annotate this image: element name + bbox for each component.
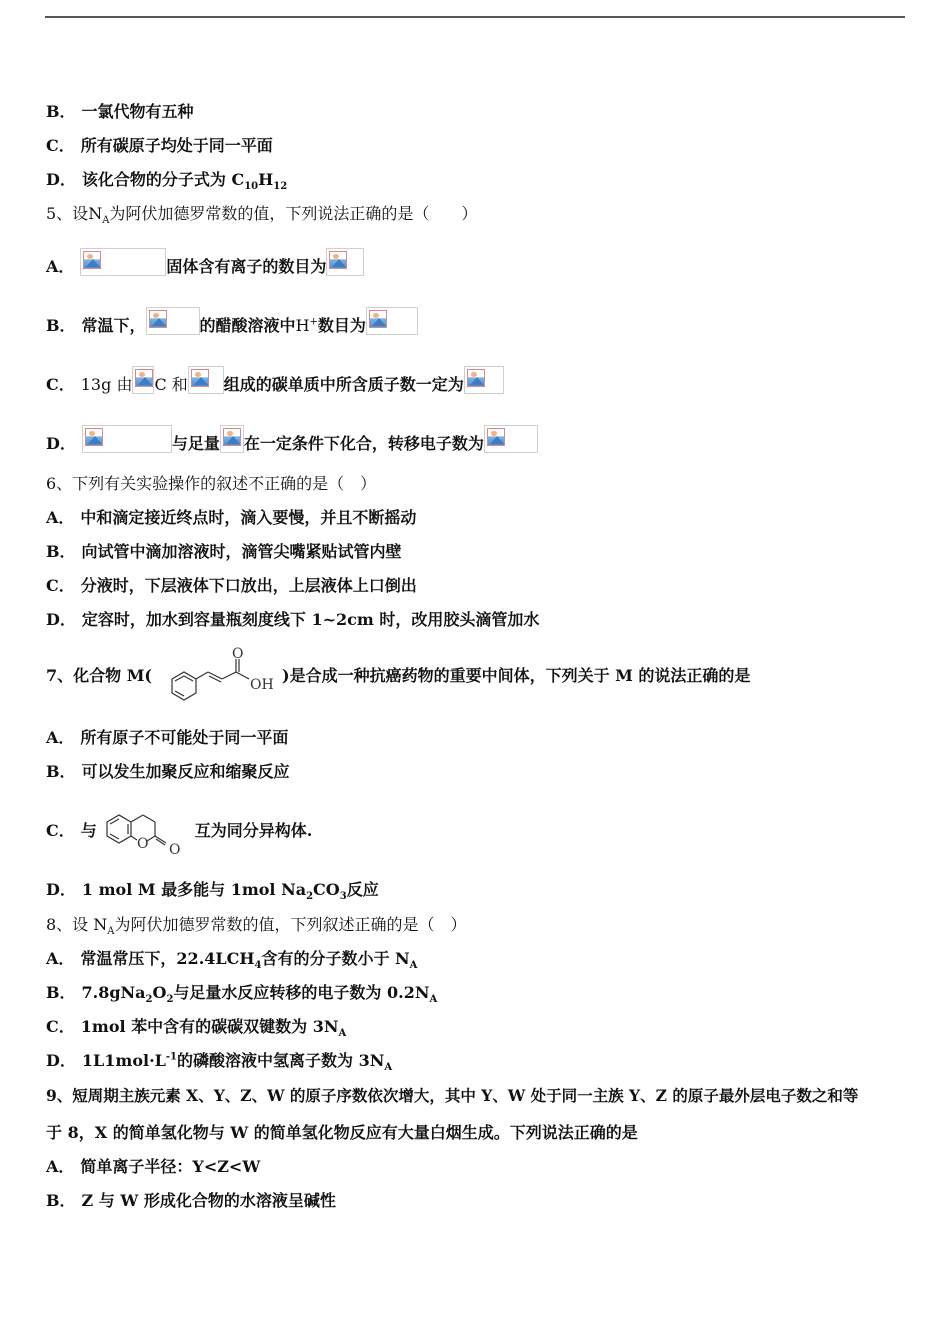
q4-option-c: C． 所有碳原子均处于同一平面 <box>46 136 273 155</box>
q7-option-a: A． 所有原子不可能处于同一平面 <box>46 728 289 747</box>
q7-option-c: C． 与 O O 互为同分异构体. <box>46 796 312 866</box>
q8-option-b: B． $7.8gNa_2O_2$与足量水反应转移的电子数为 $0.2N_A$ <box>46 983 438 1006</box>
q9-stem-line1: 9、短周期主族元素 X、Y、Z、W 的原子序数依次增大，其中 Y、W 处于同一主族 Y、Z 的原子最外层电子数之和等 <box>46 1086 859 1105</box>
broken-image-icon <box>464 366 504 394</box>
broken-image-icon <box>146 307 200 335</box>
q5-option-b: B． 常温下， 的醋酸溶液中H+数目为 <box>46 307 418 337</box>
q9-stem-line2: 于 8，X 的简单氢化物与 W 的简单氢化物反应有大量白烟生成。下列说法正确的是 <box>46 1123 638 1142</box>
q6-option-c: C． 分液时，下层液体下口放出，上层液体上口倒出 <box>46 576 417 595</box>
q8-stem: 8、设 $N_A$为阿伏加德罗常数的值，下列叙述正确的是（ ） <box>46 915 467 938</box>
cinnamic-acid-structure <box>152 647 282 707</box>
broken-image-icon <box>188 366 224 394</box>
q4-option-b: B． 一氯代物有五种 <box>46 102 194 121</box>
q7-stem: 7、化合物 M( O OH )是合成一种抗癌药物的重要中间体，下列关于 M 的说法正确的是 <box>46 644 750 708</box>
q6-option-a: A． 中和滴定接近终点时，滴入要慢，并且不断摇动 <box>46 508 417 527</box>
svg-text:OH: OH <box>250 676 274 693</box>
q5-option-a: A． 固体含有离子的数目为 <box>46 248 364 278</box>
q5-option-c: C． 13g 由 C 和 组成的碳单质中所含质子数一定为 <box>46 366 504 396</box>
broken-image-icon <box>326 248 364 276</box>
broken-image-icon <box>220 425 244 453</box>
broken-image-icon <box>366 307 418 335</box>
q9-option-a: A． 简单离子半径：Y<Z<W <box>46 1157 261 1176</box>
q7-option-b: B． 可以发生加聚反应和缩聚反应 <box>46 762 290 781</box>
q6-option-b: B． 向试管中滴加溶液时，滴管尖嘴紧贴试管内壁 <box>46 542 402 561</box>
q8-option-d: D． $1L1mol\cdot L^{-1}$的磷酸溶液中氢离子数为 $3N_A$ <box>46 1051 393 1074</box>
q7-option-d: D． 1 mol M 最多能与 1mol $Na_2CO_3$反应 <box>46 880 379 903</box>
q5-stem: 5、设$N_A$为阿伏加德罗常数的值，下列说法正确的是（ ） <box>46 204 478 227</box>
header-rule <box>45 16 905 18</box>
svg-text:O: O <box>136 835 149 852</box>
dihydrocoumarin-structure <box>97 804 195 860</box>
svg-text:O: O <box>232 646 244 662</box>
broken-image-icon <box>132 366 154 394</box>
q6-stem: 6、下列有关实验操作的叙述不正确的是（ ） <box>46 474 377 493</box>
broken-image-icon <box>484 425 538 453</box>
q8-option-c: C． 1mol 苯中含有的碳碳双键数为 $3N_A$ <box>46 1017 347 1040</box>
q4-option-d: D． 该化合物的分子式为 $C_{10}H_{12}$ <box>46 170 288 193</box>
q6-option-d: D． 定容时，加水到容量瓶刻度线下 1~2cm 时，改用胶头滴管加水 <box>46 610 540 629</box>
svg-text:O: O <box>168 841 181 858</box>
q9-option-b: B． Z 与 W 形成化合物的水溶液呈碱性 <box>46 1191 336 1210</box>
q8-option-a: A． 常温常压下，$22.4LCH_4$含有的分子数小于 $N_A$ <box>46 949 418 972</box>
broken-image-icon <box>82 425 172 453</box>
broken-image-icon <box>80 248 166 276</box>
q5-option-d: D． 与足量 在一定条件下化合，转移电子数为 <box>46 425 538 455</box>
